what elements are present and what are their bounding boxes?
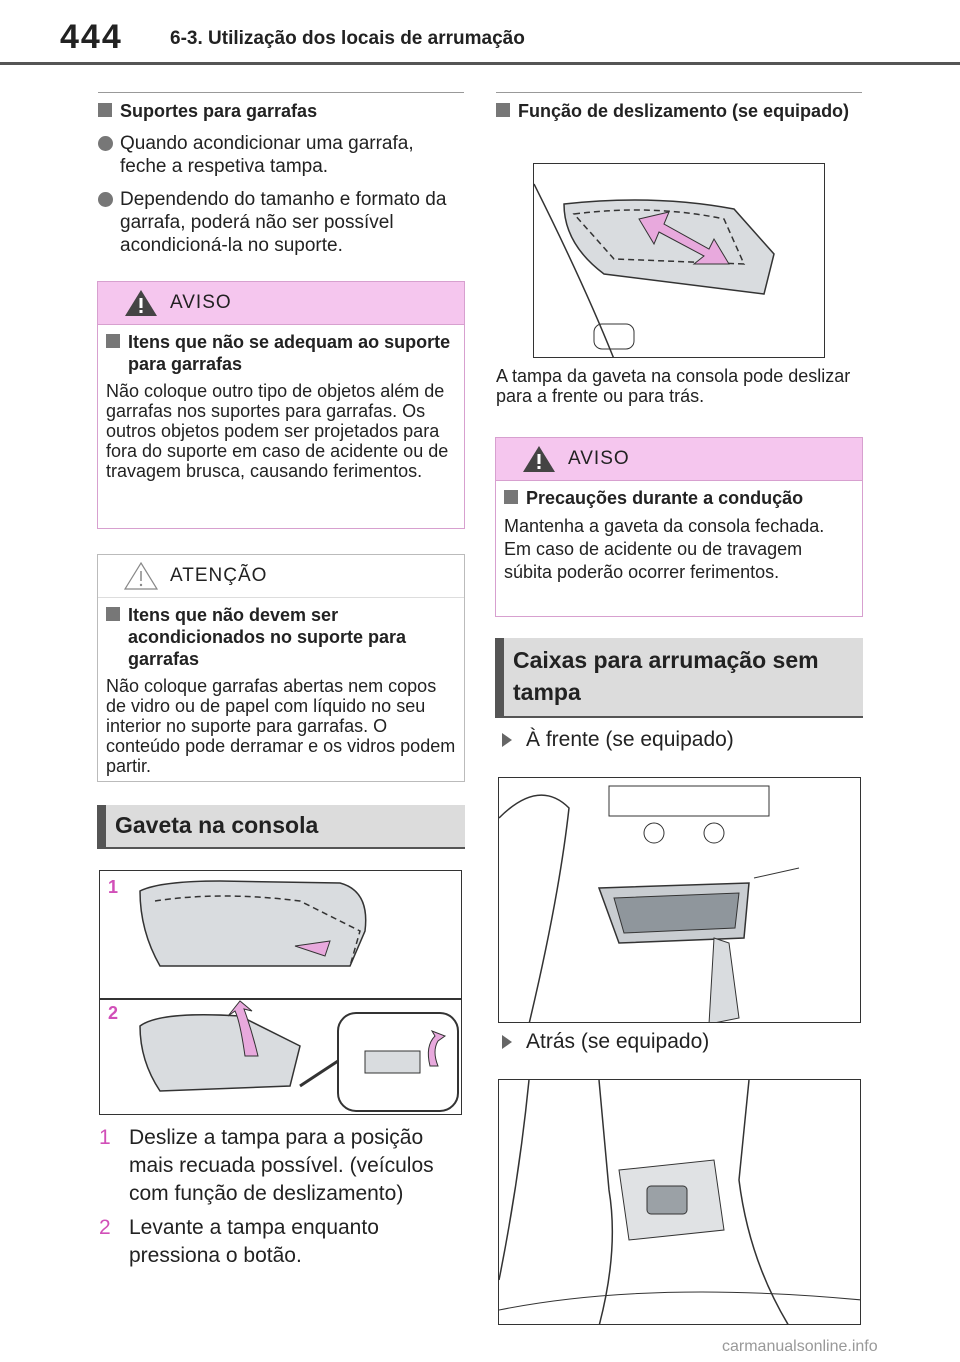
warning-text: Não coloque outro tipo de objetos além de garrafas nos suportes para garrafas. Os outros objetos podem ser projetados para fora do suporte em caso de acidente ou de travagem brusca, causando ferimentos. bbox=[106, 381, 449, 481]
square-bullet-icon bbox=[98, 103, 112, 117]
warning-box-bottles bbox=[97, 281, 465, 529]
square-bullet-icon bbox=[106, 334, 120, 348]
armrest-illustration bbox=[100, 871, 462, 1115]
section-heading: Suportes para garrafas bbox=[98, 100, 464, 122]
notice-label: ATENÇÃO bbox=[170, 565, 268, 586]
rear-tray-drawing bbox=[499, 1080, 861, 1325]
rear-tray-label: Atrás (se equipado) bbox=[496, 1030, 862, 1053]
warning-subtitle: Itens que não se adequam ao suporte para garrafas bbox=[106, 331, 456, 375]
warning-triangle-icon bbox=[522, 444, 556, 474]
bullet-item: Quando acondicionar uma garrafa, feche a respetiva tampa. bbox=[98, 132, 464, 178]
sliding-armrest-illustration bbox=[534, 164, 825, 358]
warning-header bbox=[98, 282, 464, 325]
console-steps bbox=[99, 1124, 465, 1270]
warning-header bbox=[496, 438, 862, 481]
console-box-illustration bbox=[99, 870, 462, 1115]
console-banner bbox=[97, 805, 465, 849]
step-item: 1 Deslize a tampa para a posição mais recuada possível. (veículos com função de deslizamento) bbox=[99, 1126, 434, 1205]
front-tray-drawing bbox=[499, 778, 861, 1023]
watermark: carmanualsonline.info bbox=[722, 1338, 878, 1355]
warning-subtitle: Precauções durante a condução bbox=[504, 487, 854, 509]
notice-header bbox=[98, 555, 464, 598]
banner-title: Caixas para arrumação sem tampa bbox=[513, 647, 819, 705]
warning-text: Mantenha a gaveta da consola fechada. Em caso de acidente ou de travagem súbita poderão ocorrer ferimentos. bbox=[504, 516, 825, 582]
rear-tray-illustration bbox=[498, 1079, 861, 1325]
figure-label-2: 2 bbox=[108, 1003, 119, 1023]
bullet-item: Dependendo do tamanho e formato da garrafa, poderá não ser possível acondicioná-la no suporte. bbox=[98, 188, 464, 257]
bottle-section bbox=[98, 100, 464, 257]
square-bullet-icon bbox=[504, 490, 518, 504]
slide-function-illustration bbox=[533, 163, 825, 358]
circle-bullet-icon bbox=[98, 192, 113, 207]
warning-triangle-icon bbox=[124, 288, 158, 318]
warning-label: AVISO bbox=[170, 292, 232, 313]
square-bullet-icon bbox=[496, 103, 510, 117]
slide-section bbox=[496, 100, 862, 122]
front-tray-illustration bbox=[498, 777, 861, 1023]
slide-caption: A tampa da gaveta na consola pode deslizar para a frente ou para trás. bbox=[496, 366, 851, 406]
notice-subtitle: Itens que não devem ser acondicionados no suporte para garrafas bbox=[106, 604, 456, 670]
arrow-bullet-icon bbox=[502, 1035, 512, 1049]
header-rule bbox=[0, 62, 960, 65]
front-tray-label: À frente (se equipado) bbox=[496, 728, 862, 751]
step-item: 2 Levante a tampa enquanto pressiona o botão. bbox=[99, 1216, 379, 1267]
section-divider bbox=[496, 92, 862, 93]
square-bullet-icon bbox=[106, 607, 120, 621]
banner-title: Gaveta na consola bbox=[115, 812, 319, 838]
warning-label: AVISO bbox=[568, 448, 630, 469]
open-tray-banner bbox=[495, 638, 863, 718]
caution-triangle-icon bbox=[124, 561, 158, 591]
circle-bullet-icon bbox=[98, 136, 113, 151]
section-heading: Função de deslizamento (se equipado) bbox=[496, 100, 862, 122]
arrow-bullet-icon bbox=[502, 733, 512, 747]
page-number: 444 bbox=[60, 18, 123, 56]
section-divider bbox=[98, 92, 464, 93]
notice-text: Não coloque garrafas abertas nem copos de vidro ou de papel com líquido no seu interior no suporte para garrafas. O conteúdo pode derramar e os vidros podem partir. bbox=[106, 676, 456, 776]
notice-box-bottles bbox=[97, 554, 465, 782]
figure-label-1: 1 bbox=[108, 877, 119, 897]
warning-box-driving bbox=[495, 437, 863, 617]
page-title: 6-3. Utilização dos locais de arrumação bbox=[170, 28, 525, 49]
